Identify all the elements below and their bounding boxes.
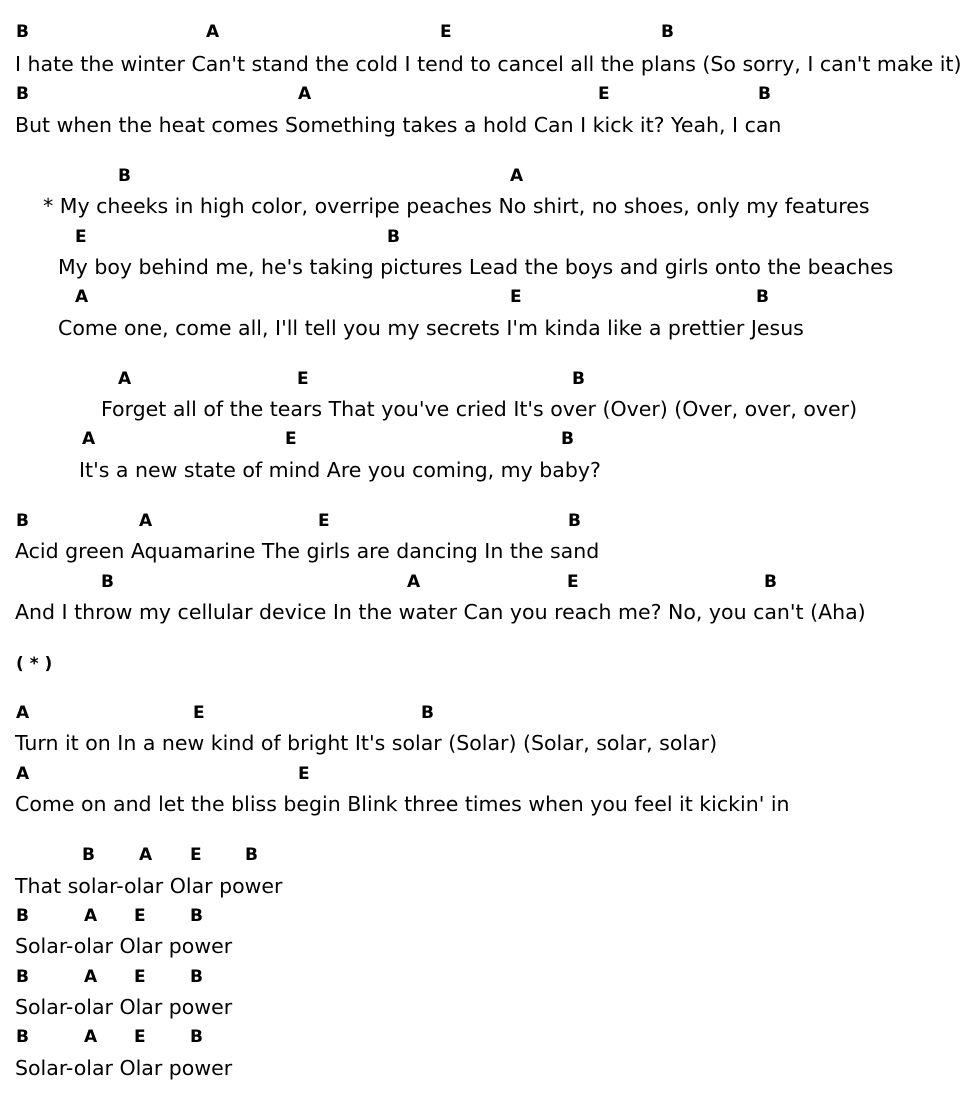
chord: B — [16, 1027, 29, 1047]
chord: E — [134, 1027, 146, 1047]
chord: E — [510, 287, 522, 307]
lyric-line: Come one, come all, I'll tell you my secrets I'm kinda like a prettier Jesus — [58, 316, 804, 340]
chord: A — [298, 84, 312, 104]
chord: E — [193, 703, 205, 723]
chord: B — [190, 1027, 203, 1047]
lyric-line: Solar-olar Olar power — [15, 1056, 233, 1080]
lyric-line: * My cheeks in high color, overripe peaches No shirt, no shoes, only my features — [43, 194, 870, 218]
chord: E — [190, 845, 202, 865]
chord: B — [568, 511, 581, 531]
chord: B — [387, 227, 400, 247]
chord: B — [561, 429, 574, 449]
lyric-line: It's a new state of mind Are you coming, my baby? — [79, 458, 601, 482]
chord: E — [285, 429, 297, 449]
lyric-line: And I throw my cellular device In the water Can you reach me? No, you can't (Aha) — [15, 600, 866, 624]
lyric-line: Come on and let the bliss begin Blink three times when you feel it kickin' in — [15, 792, 790, 816]
chord: E — [75, 227, 87, 247]
chord: A — [139, 511, 153, 531]
chord: A — [84, 967, 98, 987]
chord: B — [82, 845, 95, 865]
chord: E — [298, 764, 310, 784]
chord: E — [318, 511, 330, 531]
chord: B — [16, 22, 29, 42]
chord: E — [440, 22, 452, 42]
repeat-chorus-marker: ( * ) — [16, 654, 53, 674]
lyric-line: That solar-olar Olar power — [15, 874, 283, 898]
lyric-line: My boy behind me, he's taking pictures Lead the boys and girls onto the beaches — [58, 255, 894, 279]
chord: B — [16, 967, 29, 987]
lyric-line: Turn it on In a new kind of bright It's solar (Solar) (Solar, solar, solar) — [15, 731, 718, 755]
chord: E — [134, 906, 146, 926]
chord: E — [567, 572, 579, 592]
chord: B — [756, 287, 769, 307]
chord: A — [206, 22, 220, 42]
lyric-line: Forget all of the tears That you've cried It's over (Over) (Over, over, over) — [101, 397, 858, 421]
chord: B — [245, 845, 258, 865]
lyric-line: But when the heat comes Something takes a hold Can I kick it? Yeah, I can — [15, 113, 782, 137]
chord: B — [101, 572, 114, 592]
chord: B — [764, 572, 777, 592]
chord: B — [16, 906, 29, 926]
chord: E — [134, 967, 146, 987]
chord: A — [139, 845, 153, 865]
lyric-line: Solar-olar Olar power — [15, 995, 233, 1019]
chord: B — [572, 369, 585, 389]
chord: A — [16, 764, 30, 784]
chord: B — [421, 703, 434, 723]
chord: B — [16, 84, 29, 104]
chord: A — [84, 906, 98, 926]
chord: B — [190, 967, 203, 987]
lyric-line: I hate the winter Can't stand the cold I tend to cancel all the plans (So sorry, I can't make it) — [15, 52, 962, 76]
chord: B — [118, 166, 131, 186]
chord: E — [297, 369, 309, 389]
lyric-line: Solar-olar Olar power — [15, 934, 233, 958]
chord: B — [758, 84, 771, 104]
chord: B — [661, 22, 674, 42]
chord: A — [118, 369, 132, 389]
chord: E — [598, 84, 610, 104]
chord: A — [84, 1027, 98, 1047]
chord: A — [16, 703, 30, 723]
chord: A — [82, 429, 96, 449]
chord: A — [407, 572, 421, 592]
chord: B — [16, 511, 29, 531]
chord: A — [75, 287, 89, 307]
chord: A — [510, 166, 524, 186]
chord: B — [190, 906, 203, 926]
lyric-line: Acid green Aquamarine The girls are dancing In the sand — [15, 539, 600, 563]
